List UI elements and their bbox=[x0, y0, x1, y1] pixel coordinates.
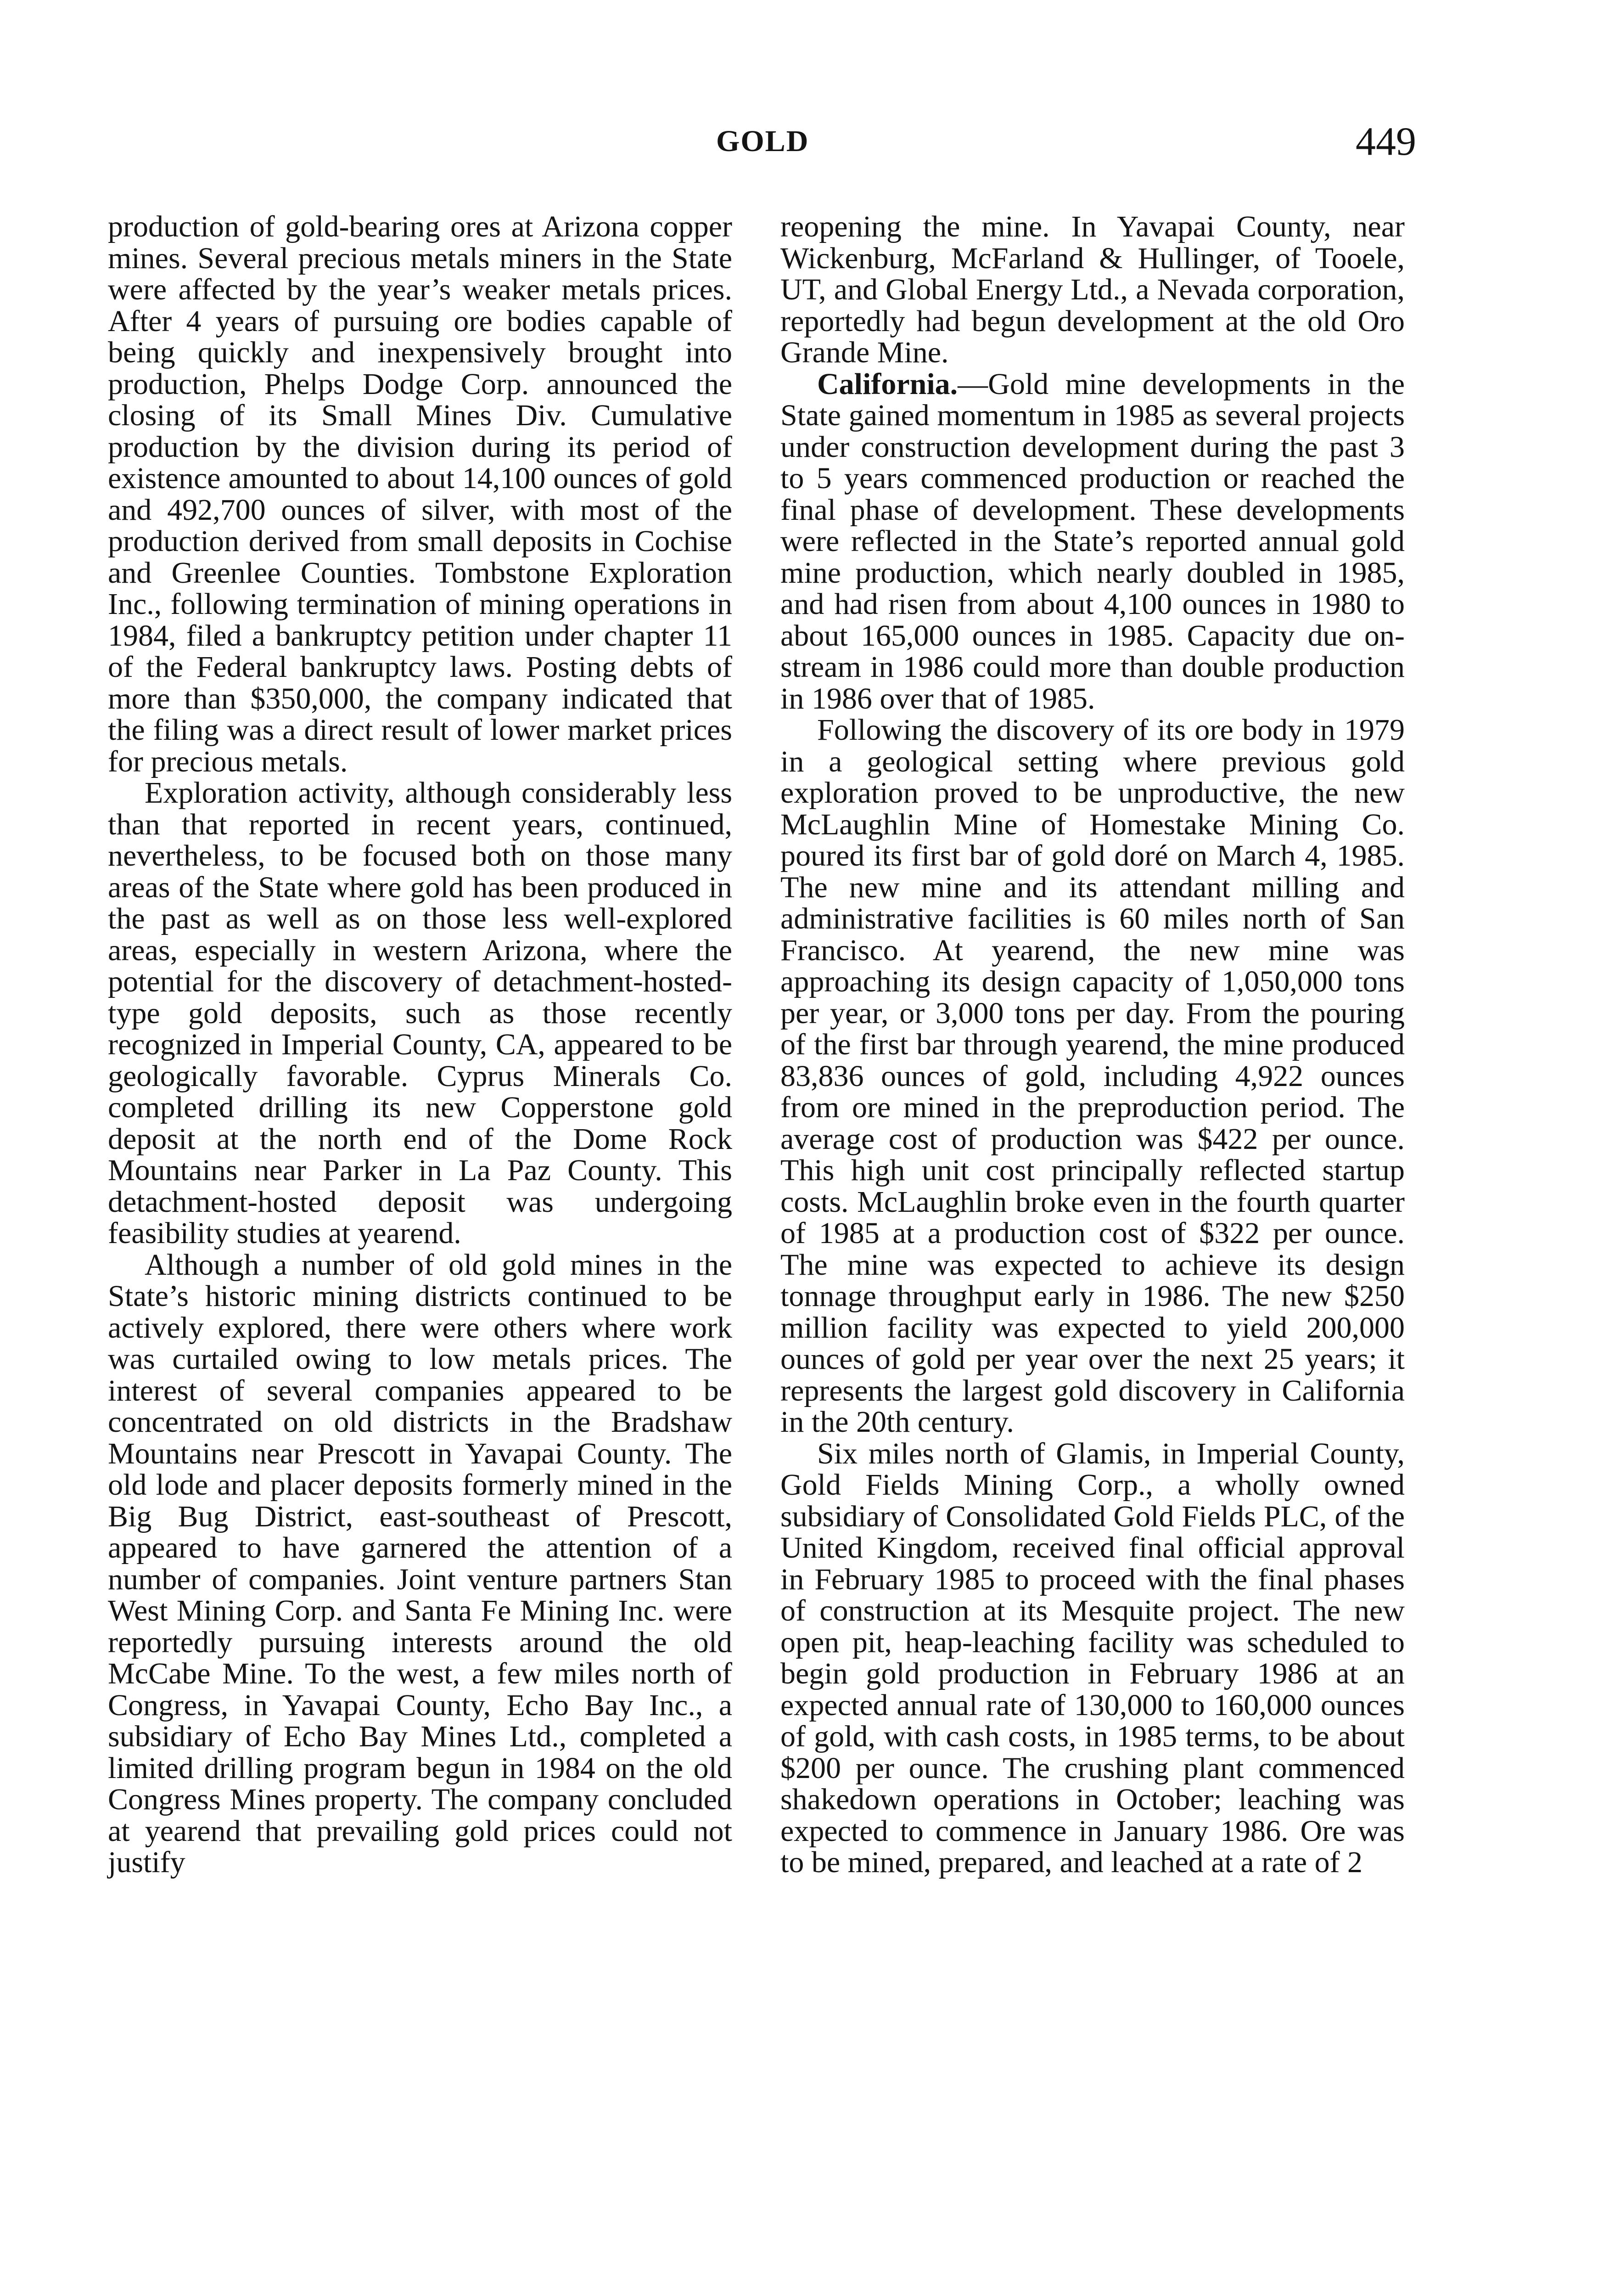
paragraph-old-gold-mines: Although a number of old gold mines in the State’s historic mining districts continued to be actively explored, there were others where work was curtailed owing to low metals prices. The interest of several companies appeared to be concentrated on old districts in the Bradshaw Mountains near Prescott in Yavapai County. The old lode and placer deposits formerly mined in the Big Bug District, east-southeast of Prescott, appeared to have garnered the attention of a number of companies. Joint venture partners Stan West Mining Corp. and Santa Fe Mining Inc. were reportedly pursuing interests around the old McCabe Mine. To the west, a few miles north of Congress, in Yavapai County, Echo Bay Inc., a subsidiary of Echo Bay Mines Ltd., completed a limited drilling program begun in 1984 on the old Congress Mines property. The company concluded at yearend that prevailing gold prices could not justify bbox=[108, 1248, 732, 1879]
paragraph-exploration-activity: Exploration activity, although considerably less than that reported in recent years, continued, nevertheless, to be focused both on those many areas of the State where gold has been produced in the past as well as on those less well-explored areas, especially in western Arizona, where the potential for the discovery of detachment-hosted-type gold deposits, such as those recently recognized in Imperial County, CA, appeared to be geologically favorable. Cyprus Minerals Co. completed drilling its new Copperstone gold deposit at the north end of the Dome Rock Mountains near Parker in La Paz County. This detachment-hosted deposit was undergoing feasibility studies at yearend. bbox=[108, 776, 732, 1250]
paragraph-mclaughlin-mine: Following the discovery of its ore body in 1979 in a geological setting where previous gold exploration proved to be unproductive, the new McLaughlin Mine of Homestake Mining Co. poured its first bar of gold doré on March 4, 1985. The new mine and its attendant milling and administrative facilities is 60 miles north of San Francisco. At yearend, the new mine was approaching its design capacity of 1,050,000 tons per year, or 3,000 tons per day. From the pouring of the first bar through yearend, the mine produced 83,836 ounces of gold, including 4,922 ounces from ore mined in the preproduction period. The average cost of production was $422 per ounce. This high unit cost principally reflected startup costs. McLaughlin broke even in the fourth quarter of 1985 at a production cost of $322 per ounce. The mine was expected to achieve its design tonnage throughput early in 1986. The new $250 million facility was expected to yield 200,000 ounces of gold per year over the next 25 years; it represents the largest gold discovery in California in the 20th century. bbox=[780, 713, 1405, 1439]
right-column bbox=[780, 211, 1405, 1879]
running-head: GOLD bbox=[716, 124, 809, 158]
california-heading: California. bbox=[817, 367, 958, 401]
page-number: 449 bbox=[1356, 119, 1416, 164]
paragraph-mesquite-project: Six miles north of Glamis, in Imperial County, Gold Fields Mining Corp., a wholly owned subsidiary of Consolidated Gold Fields PLC, of the United Kingdom, received final official approval in February 1985 to proceed with the final phases of construction at its Mesquite project. The new open pit, heap-leaching facility was scheduled to begin gold production in February 1986 at an expected annual rate of 130,000 to 160,000 ounces of gold, with cash costs, in 1985 terms, to be about $200 per ounce. The crushing plant commenced shakedown operations in October; leaching was expected to commence in January 1986. Ore was to be mined, prepared, and leached at a rate of 2 bbox=[780, 1436, 1405, 1879]
california-body: —Gold mine developments in the State gained momentum in 1985 as several projects under construction development during the past 3 to 5 years commenced production or reached the final phase of development. These developments were reflected in the State’s reported annual gold mine production, which nearly doubled in 1985, and had risen from about 4,100 ounces in 1980 to about 165,000 ounces in 1985. Capacity due on-stream in 1986 could more than double production in 1986 over that of 1985. bbox=[780, 367, 1405, 715]
left-column bbox=[108, 211, 732, 1879]
paragraph-arizona-producers: production of gold-bearing ores at Arizona copper mines. Several precious metals miners in the State were affected by the year’s weaker metals prices. After 4 years of pursuing ore bodies capable of being quickly and inexpensively brought into production, Phelps Dodge Corp. announced the closing of its Small Mines Div. Cumulative production by the division during its period of existence amounted to about 14,100 ounces of gold and 492,700 ounces of silver, with most of the production derived from small deposits in Cochise and Greenlee Counties. Tombstone Exploration Inc., following termination of mining operations in 1984, filed a bankruptcy petition under chapter 11 of the Federal bankruptcy laws. Posting debts of more than $350,000, the company indicated that the filing was a direct result of lower market prices for precious metals. bbox=[108, 210, 732, 778]
paragraph-california bbox=[780, 369, 1405, 715]
paragraph-yavapai-reopening: reopening the mine. In Yavapai County, near Wickenburg, McFarland & Hullinger, of Tooele, UT, and Global Energy Ltd., a Nevada corporation, reportedly had begun development at the old Oro Grande Mine. bbox=[780, 210, 1405, 369]
